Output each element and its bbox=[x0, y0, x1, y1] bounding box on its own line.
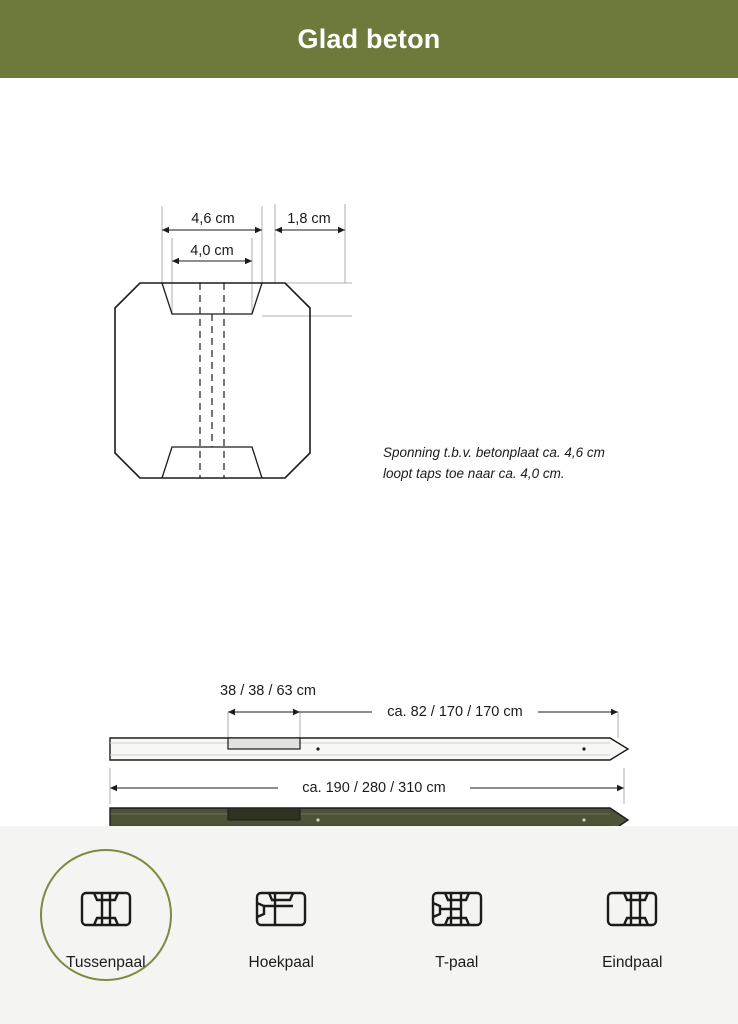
dim-segment-lengths bbox=[206, 678, 330, 738]
post-middle-icon bbox=[75, 878, 137, 940]
drawing-canvas bbox=[0, 78, 738, 826]
cross-section-diagram bbox=[0, 78, 738, 826]
dim-label-groove-depth: 1,8 cm bbox=[287, 211, 331, 227]
post-t-icon bbox=[426, 878, 488, 940]
groove-top bbox=[162, 283, 262, 314]
groove-bottom bbox=[162, 447, 262, 478]
type-option-t-paal[interactable] bbox=[381, 845, 533, 1005]
dim-label-above-ground-length: ca. 82 / 170 / 170 cm bbox=[387, 704, 523, 720]
post-side-view-filled bbox=[110, 808, 628, 826]
type-option-hoekpaal[interactable] bbox=[205, 845, 357, 1005]
type-option-eindpaal[interactable] bbox=[556, 845, 708, 1005]
post-type-selector bbox=[0, 826, 738, 1024]
dim-above-ground-length bbox=[300, 700, 618, 738]
dim-label-groove-top-width: 4,6 cm bbox=[191, 211, 235, 227]
dim-groove-bottom-width bbox=[172, 238, 252, 264]
page-header bbox=[0, 0, 738, 78]
type-label-tussenpaal: Tussenpaal bbox=[65, 954, 146, 971]
hidden-center-lines bbox=[200, 283, 224, 478]
dim-groove-top-width bbox=[162, 206, 262, 233]
dim-total-length bbox=[110, 768, 624, 804]
post-side-view-outline bbox=[110, 738, 628, 760]
type-label-hoekpaal: Hoekpaal bbox=[248, 954, 314, 971]
cross-section-note: Sponning t.b.v. betonplaat ca. 4,6 cm loopt taps toe naar ca. 4,0 cm. bbox=[383, 445, 605, 481]
dim-label-segment-lengths: 38 / 38 / 63 cm bbox=[220, 683, 316, 699]
post-corner-icon bbox=[250, 878, 312, 940]
dim-label-total-length: ca. 190 / 280 / 310 cm bbox=[302, 780, 446, 796]
dim-groove-depth bbox=[275, 206, 345, 233]
type-label-eindpaal: Eindpaal bbox=[602, 954, 663, 971]
type-label-t-paal: T-paal bbox=[435, 954, 479, 971]
dim-label-groove-bottom-width: 4,0 cm bbox=[190, 243, 234, 259]
type-option-tussenpaal[interactable] bbox=[30, 845, 182, 1005]
post-end-icon bbox=[601, 878, 663, 940]
page-title: Glad beton bbox=[297, 23, 441, 54]
